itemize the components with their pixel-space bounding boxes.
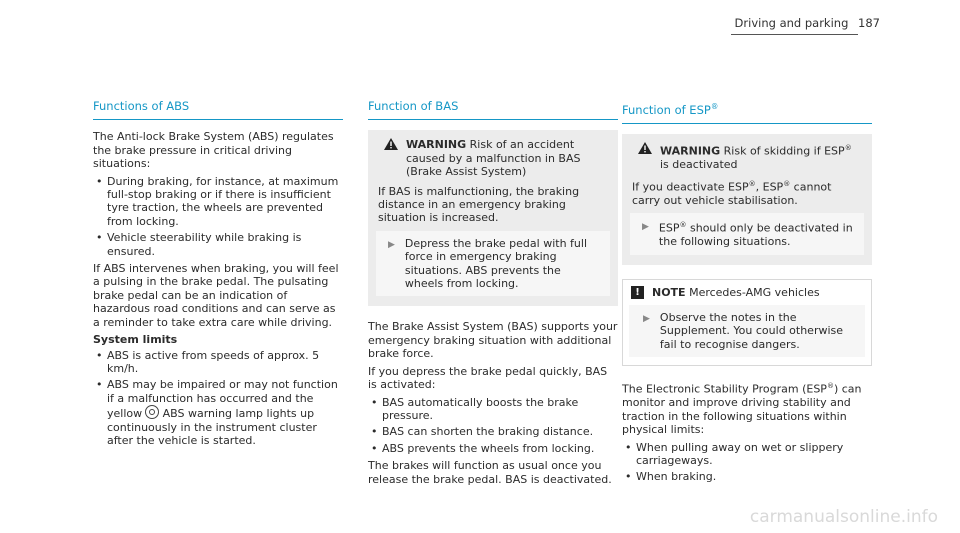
subhead-system-limits: System limits <box>93 333 178 347</box>
esp-para <box>622 380 872 436</box>
esp-warning-head <box>632 142 862 171</box>
bas-warning-box <box>368 130 618 306</box>
bas-bullets <box>368 396 618 456</box>
esp-action-text <box>659 219 856 248</box>
note-box <box>622 279 872 367</box>
watermark: carmanualsonline.info <box>749 507 938 527</box>
warning-text: Risk of an accident caused by a malfunction in BAS (Brake Assist System) <box>406 138 581 179</box>
registered-mark: ® <box>844 144 852 153</box>
warning-text-pre: Risk of skidding if ESP <box>723 144 845 158</box>
registered-mark: ® <box>748 179 756 188</box>
arrow-right-icon: ▶ <box>642 222 649 233</box>
warning-text-post: is deactivated <box>660 158 738 172</box>
warning-triangle-icon <box>384 138 398 150</box>
esp-warning-body <box>632 178 862 207</box>
esp-warning-title <box>660 142 862 171</box>
arrow-right-icon: ▶ <box>643 314 650 325</box>
abs-warning-icon <box>145 405 159 419</box>
esp-body-c: cannot carry out vehicle stabilisation. <box>632 180 832 207</box>
header-section: Driving and parking <box>734 16 849 30</box>
header-rule <box>731 34 858 35</box>
note-label: NOTE <box>652 285 686 299</box>
abs-bullets <box>93 175 343 258</box>
warning-triangle-icon <box>638 142 652 154</box>
warning-label: WARNING <box>660 144 721 158</box>
arrow-right-icon: ▶ <box>388 239 395 250</box>
esp-warning-action <box>630 213 864 254</box>
esp-action-a: ESP <box>658 221 680 235</box>
abs-para2: If ABS intervenes when braking, you will feel a pulsing in the brake pedal. The pulsating brake pedal can be an indication of hazardous road conditions and can serve as a reminder to take extra care while driving. <box>93 262 339 329</box>
section-title-bas: Function of BAS <box>368 100 618 120</box>
registered-mark: ® <box>710 102 719 111</box>
list-item: • Vehicle steerability while braking is ensured. <box>93 231 343 258</box>
section-title-esp <box>622 100 872 124</box>
bas-para3: The brakes will function as usual once you release the brake pedal. BAS is deactivated. <box>368 459 612 486</box>
note-text: Mercedes-AMG vehicles <box>689 285 820 299</box>
bas-para1: The Brake Assist System (BAS) supports your emergency braking situation with additional brake force. <box>368 320 618 361</box>
abs-intro: The Anti-lock Brake System (ABS) regulates the brake pressure in critical driving situations: <box>93 130 334 171</box>
column-esp <box>622 100 872 488</box>
list-item: • ABS prevents the wheels from locking. <box>368 442 618 455</box>
registered-mark: ® <box>679 221 687 230</box>
esp-para-b: ) can monitor and improve driving stability and traction in the following situations within physical limits: <box>622 382 862 437</box>
bas-para2: If you depress the brake pedal quickly, BAS is activated: <box>368 364 608 392</box>
list-item <box>93 378 343 447</box>
list-item: • When braking. <box>622 470 872 483</box>
limits-list <box>93 349 343 448</box>
bas-action-text: Depress the brake pedal with full force in emergency braking situations. ABS prevents the wheels from locking. <box>404 236 588 291</box>
list-item: • BAS can shorten the braking distance. <box>368 425 618 438</box>
page-header <box>735 16 880 30</box>
page-number: 187 <box>858 16 880 30</box>
list-item: • When pulling away on wet or slippery carriageways. <box>622 441 872 468</box>
note-head <box>631 286 863 299</box>
esp-bullets <box>622 441 872 484</box>
note-action <box>629 305 865 357</box>
limit2-pre: ABS may be impaired or may not function if a malfunction has occurred and the yellow <box>107 378 338 421</box>
esp-action-b: should only be deactivated in the following situations. <box>658 221 853 249</box>
exclamation-icon: ! <box>631 286 644 299</box>
registered-mark: ® <box>783 179 791 188</box>
column-abs <box>93 100 343 451</box>
column-bas <box>368 100 618 490</box>
esp-para-a: The Electronic Stability Program (ESP <box>622 382 827 396</box>
bas-warning-head <box>378 138 608 178</box>
list-item: • During braking, for instance, at maximum full-stop braking or if there is insufficient tyre traction, the wheels are prevented from locking. <box>93 175 343 229</box>
list-item: • BAS automatically boosts the brake pressure. <box>368 396 618 423</box>
bas-warning-action <box>376 231 610 297</box>
warning-label: WARNING <box>406 138 467 152</box>
bas-warning-body: If BAS is malfunctioning, the braking distance in an emergency braking situation is increased. <box>378 184 580 225</box>
registered-mark: ® <box>826 382 834 391</box>
limit2-post: ABS warning lamp lights up continuously in the instrument cluster after the vehicle is started. <box>107 407 317 447</box>
esp-body-a: If you deactivate ESP <box>632 180 749 194</box>
list-item: • ABS is active from speeds of approx. 5 km/h. <box>93 349 343 376</box>
bas-warning-title <box>406 138 608 178</box>
note-action-text: Observe the notes in the Supplement. You could otherwise fail to recognise dangers. <box>659 311 844 351</box>
esp-title-text: Function of ESP <box>622 102 711 117</box>
section-title-abs: Functions of ABS <box>93 100 343 120</box>
esp-warning-box <box>622 134 872 264</box>
esp-body-b: , ESP <box>755 180 784 194</box>
